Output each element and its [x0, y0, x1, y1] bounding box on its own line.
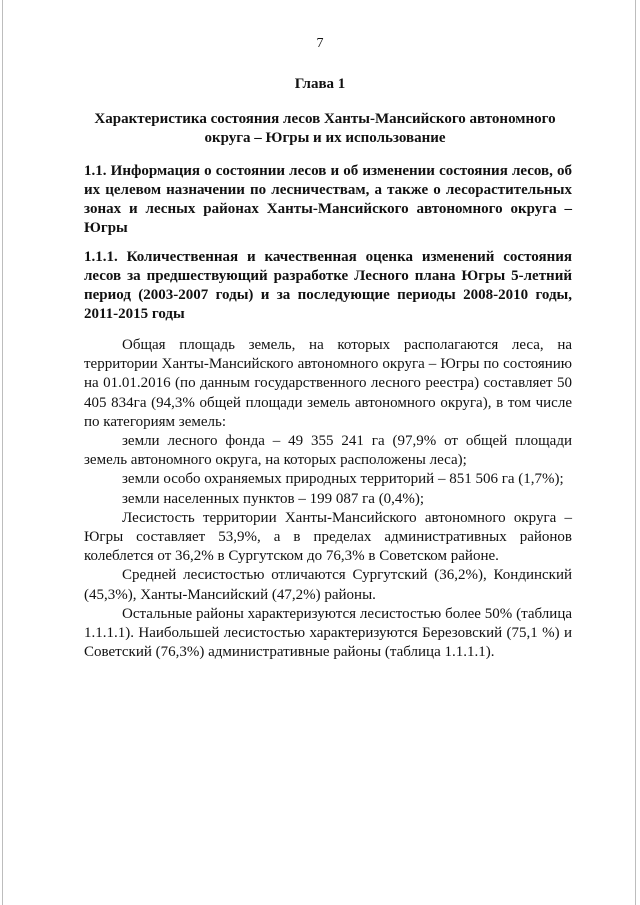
scan-edge-right: [635, 0, 636, 905]
paragraph-total-area: Общая площадь земель, на которых располагаются леса, на территории Ханты-Мансийского автономного округа – Югры по состоянию на 01.01.2016 (по данным государственного лесного реестра) составляет 50 405 834га (94,3% общей площади земель автономного округа), в том числе по категориям земель:: [84, 337, 572, 430]
paragraph-forest-cover: Лесистость территории Ханты-Мансийского автономного округа – Югры составляет 53,9%, а в пределах административных районов колеблется от 36,2% в Сургутском до 76,3% в Советском районе.: [84, 509, 572, 565]
paragraph-protected-areas: земли особо охраняемых природных территорий – 851 506 га (1,7%);: [122, 471, 564, 488]
paragraph-other-districts: Остальные районы характеризуются лесистостью более 50% (таблица 1.1.1.1). Наибольшей лесистостью характеризуются Березовский (75,1 %) и Советский (76,3%) административные районы (таблица 1.1.1.1).: [84, 605, 572, 661]
paragraph-settlements: земли населенных пунктов – 199 087 га (0,4%);: [122, 490, 425, 507]
chapter-heading: Глава 1: [294, 76, 346, 92]
paragraph-forest-fund: земли лесного фонда – 49 355 241 га (97,9% от общей площади земель автономного округа, на которых расположены леса);: [84, 433, 572, 469]
section-heading-1-1-1: 1.1.1. Количественная и качественная оценка изменений состояния лесов за предшествующий разработке Лесного плана Югры 5-летний период (2003-2007 годы) и за последующие периоды 2008-2010 годы, 2011-2015 годы: [84, 249, 572, 322]
body-text: [84, 336, 572, 662]
chapter-title: Характеристика состояния лесов Ханты-Мансийского автономного округа – Югры и их использование: [94, 111, 556, 146]
page-number: 7: [316, 36, 324, 51]
paragraph-medium-cover: Средней лесистостью отличаются Сургутский (36,2%), Кондинский (45,3%), Ханты-Мансийский (47,2%) районы.: [84, 567, 572, 603]
section-heading-1-1: 1.1. Информация о состоянии лесов и об изменении состояния лесов, об их целевом назначении по лесничествам, а также о лесорастительных зонах и лесных районах Ханты-Мансийского автономного округа – Югры: [84, 163, 572, 236]
scan-edge-left: [2, 0, 3, 905]
